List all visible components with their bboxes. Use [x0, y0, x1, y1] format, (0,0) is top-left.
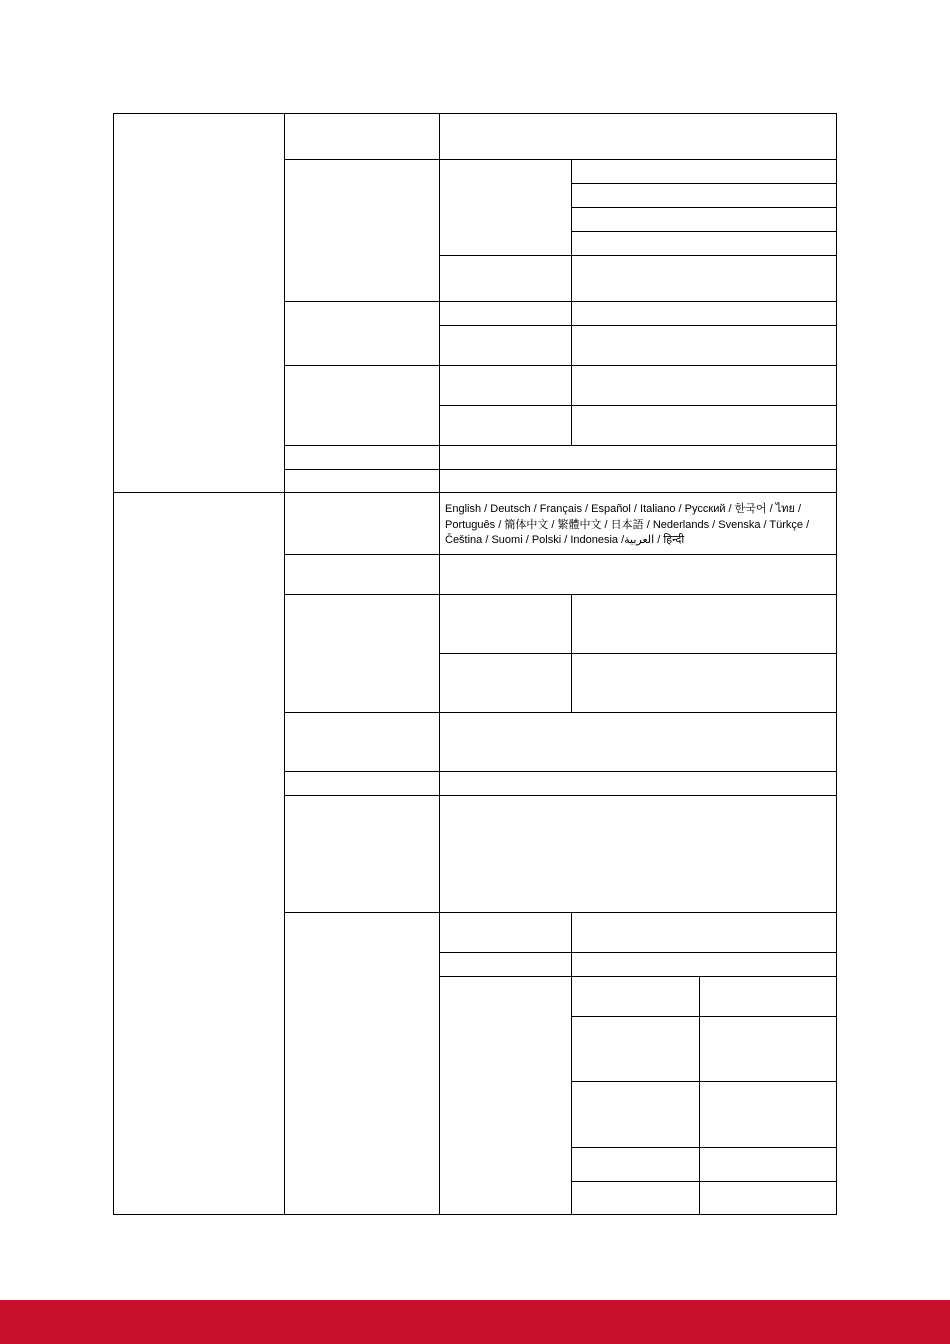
footer-bar [0, 1300, 950, 1344]
language-options-line-3: Čeština / Suomi / Polski / Indonesia /العربية / हिन्दी [445, 534, 685, 546]
language-options-line-2: Português / 簡体中文 / 繁體中文 / 日本語 / Nederlands / Svenska / Türkçe / [445, 518, 810, 531]
language-options-cell [445, 502, 837, 549]
language-options-line-1: English / Deutsch / Français / Español / Italiano / Pусский / 한국어 / ไทย / [445, 503, 802, 515]
